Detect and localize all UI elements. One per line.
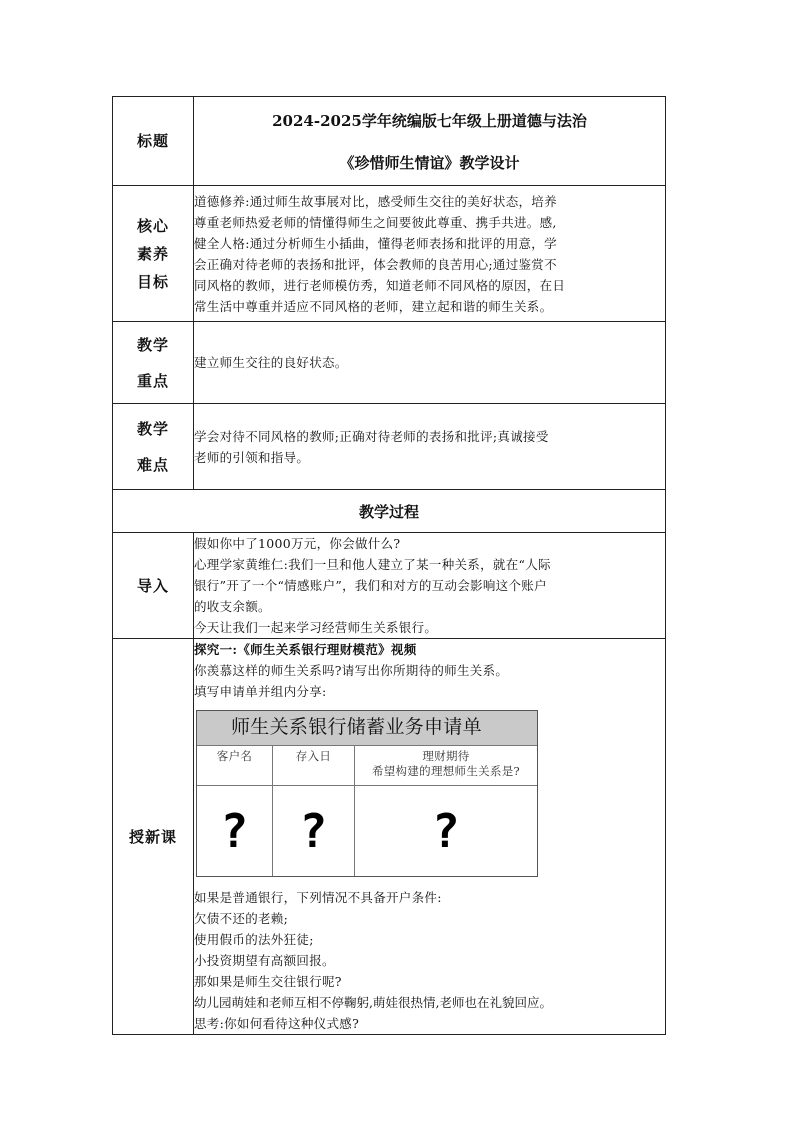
question-mark-icon: ? (220, 804, 249, 858)
title-line-2: 《珍惜师生情谊》教学设计 (339, 154, 520, 172)
form-cell (197, 786, 273, 876)
core-goal-line: 同风格的教师，进行老师模仿秀，知道老师不同风格的原因，在日 (194, 277, 566, 293)
core-goal-line: 健全人格:通过分析师生小插曲，懂得老师表扬和批评的用意，学 (194, 235, 557, 251)
document-title (194, 97, 666, 186)
process-heading: 教学过程 (113, 490, 666, 533)
form-column-header: 存入日 (273, 746, 355, 786)
form-column-header: 客户名 (197, 746, 273, 786)
form-cell (355, 786, 537, 876)
lesson-plan-table (112, 96, 666, 1035)
core-goals-label: 核心 素养 目标 (113, 186, 194, 322)
new-lesson-label: 授新课 (113, 639, 194, 1035)
process-heading-row (113, 490, 666, 533)
explore-title: 探究一:《师生关系银行理财模范》视频 (194, 642, 417, 657)
intro-content: 假如你中了1000万元，你会做什么? 心理学家黄维仁:我们一旦和他人建立了某一种关系，就在“人际 银行”开了一个“情感账户”，我们和对方的互动会影响这个账户 的收支余额。 今天让我们一起来学习经营师生关系银行。 (194, 533, 666, 639)
new-lesson-row (113, 639, 666, 1035)
application-form-image (196, 710, 538, 877)
core-goal-line: 道德修养:通过师生故事展对比，感受师生交往的美好状态，培养 (194, 193, 557, 209)
core-goal-line: 会正确对待老师的表扬和批评，体会教师的良苦用心;通过鉴赏不 (194, 256, 557, 272)
core-goal-line: 常生活中尊重并适应不同风格的老师，建立起和谐的师生关系。 (194, 298, 553, 314)
title-label: 标题 (113, 97, 194, 186)
form-title: 师生关系银行储蓄业务申请单 (197, 711, 537, 746)
difficulty-content: 学会对待不同风格的教师;正确对待老师的表扬和批评;真诚接受 老师的引领和指导。 (194, 404, 666, 490)
key-point-row (113, 322, 666, 404)
difficulty-label: 教学 难点 (113, 404, 194, 490)
key-point-content: 建立师生交往的良好状态。 (194, 322, 666, 404)
question-mark-icon: ? (299, 804, 328, 858)
core-goal-line: 尊重老师热爱老师的情懂得师生之间要彼此尊重、携手共进。感, (194, 214, 557, 230)
title-line-1: 2024-2025学年统编版七年级上册道德与法治 (272, 112, 587, 130)
key-point-label: 教学 重点 (113, 322, 194, 404)
form-cell (273, 786, 355, 876)
core-goals-content (194, 186, 666, 322)
difficulty-row (113, 404, 666, 490)
intro-row (113, 533, 666, 639)
title-row (113, 97, 666, 186)
new-lesson-content: 探究一:《师生关系银行理财模范》视频 你羡慕这样的师生关系吗?请写出你所期待的师生关系。 填写申请单并组内分享: 师生关系银行储蓄业务申请单 客户名 存入日 理财期待 希望构建的理想师生关系是? ? ? ? 如果是普通银行，下列情况不具备开户条件: 欠债不还的老赖; 使用假币的法外狂徒; 小投资期望有高额回报。 那如果是师生交往银行呢? 幼儿园萌娃和老师互相不停鞠躬,萌娃很热情,老师也在礼貌回应。 思考:你如何看待这种仪式感? (194, 639, 666, 1035)
question-mark-icon: ? (432, 804, 460, 858)
intro-label: 导入 (113, 533, 194, 639)
form-column-header: 理财期待 希望构建的理想师生关系是? (355, 746, 537, 786)
core-goals-row (113, 186, 666, 322)
